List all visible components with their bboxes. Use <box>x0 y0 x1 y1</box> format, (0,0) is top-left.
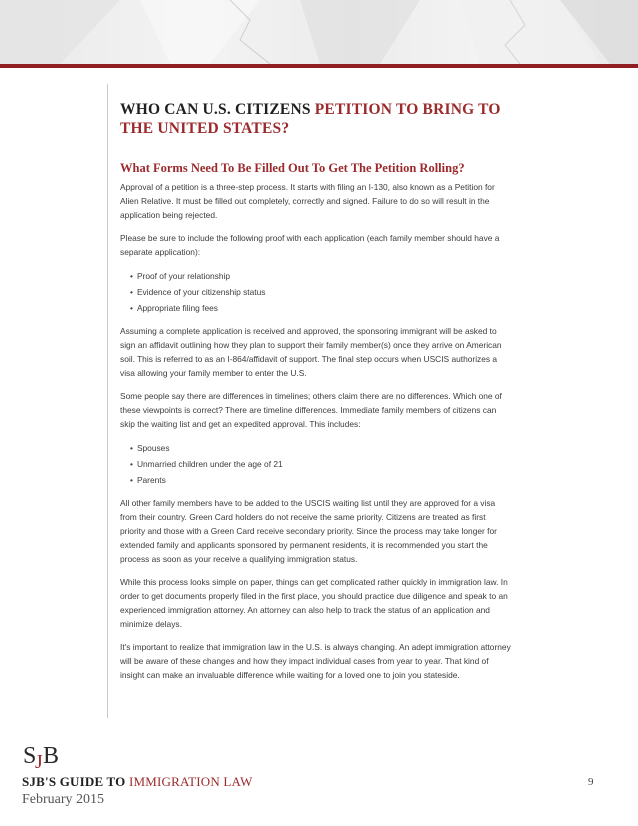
paragraph-2: Please be sure to include the following proof with each application (each family member should have a separate application): <box>120 233 500 257</box>
svg-text:S: S <box>23 743 37 769</box>
list-item-text: Proof of your relationship <box>136 271 231 281</box>
footer-date: February 2015 <box>22 792 105 807</box>
list-item: • Proof of your relationship <box>130 271 231 281</box>
marble-texture <box>0 0 638 64</box>
list-item-text: Unmarried children under the age of 21 <box>136 459 283 469</box>
svg-text:J: J <box>35 751 43 773</box>
section-subhead: What Forms Need To Be Filled Out To Get The Petition Rolling? <box>120 161 465 175</box>
proof-list <box>120 268 512 316</box>
list-item: • Spouses <box>130 443 170 453</box>
footer-guide-strong: SJB'S GUIDE TO <box>22 774 126 789</box>
svg-text:B: B <box>43 743 60 769</box>
paragraph-6: While this process looks simple on paper, things can get complicated rather quickly in immigration law. In order to get documents properly filed in the first place, you should practice due diligence and speak to an experienced immigration attorney. An attorney can also help to track the status of an application and minimize delays. <box>120 577 508 629</box>
paragraph-3: Assuming a complete application is received and approved, the sponsoring immigrant will be asked to sign an affidavit outlining how they plan to support their family member(s) once they arrive on American soil. This is referred to as an I-864/affidavit of support. The final step occurs when USCIS authorizes a visa allowing your family member to enter the U.S. <box>120 326 502 378</box>
paragraph-4: Some people say there are differences in timelines; others claim there are no differences. Which one of these viewpoints is correct? There are timeline differences. Immediate family members of citizens can skip the waiting list and get an expedited approval. This includes: <box>120 391 502 429</box>
list-item-text: Evidence of your citizenship status <box>136 287 266 297</box>
title-strong: WHO CAN U.S. CITIZENS <box>120 101 311 118</box>
page-title <box>120 100 512 138</box>
header-banner <box>0 0 638 64</box>
page-number: 9 <box>588 776 594 788</box>
list-item: • Appropriate filing fees <box>130 303 218 313</box>
sjb-logo <box>22 736 62 776</box>
left-rule <box>107 84 108 718</box>
list-item: • Evidence of your citizenship status <box>130 287 266 297</box>
list-item: • Unmarried children under the age of 21 <box>130 459 283 469</box>
main-content <box>120 100 512 691</box>
paragraph-5: All other family members have to be added to the USCIS waiting list until they are approved for a visa from their country. Green Card holders do not receive the same priority. Citizens are treated as first priority and those with a Green Card receive secondary priority. Since the process may take longer for extended family and applicants sponsored by permanent residents, it is recommended you start the process as soon as your receive a qualifying immigration status. <box>120 498 497 564</box>
footer-guide-title <box>22 774 253 790</box>
list-item-text: Spouses <box>136 443 170 453</box>
list-item-text: Parents <box>136 475 166 485</box>
list-item-text: Appropriate filing fees <box>136 303 218 313</box>
list-item: • Parents <box>130 475 166 485</box>
footer-guide-accent: IMMIGRATION LAW <box>128 774 253 789</box>
title-accent: PETITION TO BRING TO THE UNITED STATES? <box>120 101 501 137</box>
family-list <box>120 440 512 488</box>
paragraph-1: Approval of a petition is a three-step process. It starts with filing an I-130, also known as a Petition for Alien Relative. It must be filled out completely, correctly and signed. Failure to do so will result in the application being rejected. <box>120 182 495 220</box>
paragraph-7: It's important to realize that immigration law in the U.S. is always changing. An adept immigration attorney will be aware of these changes and how they impact individual cases from year to year. That kind of insight can make an invaluable difference while waiting for a loved one to join you stateside. <box>120 642 511 680</box>
header-stripe <box>0 64 638 68</box>
